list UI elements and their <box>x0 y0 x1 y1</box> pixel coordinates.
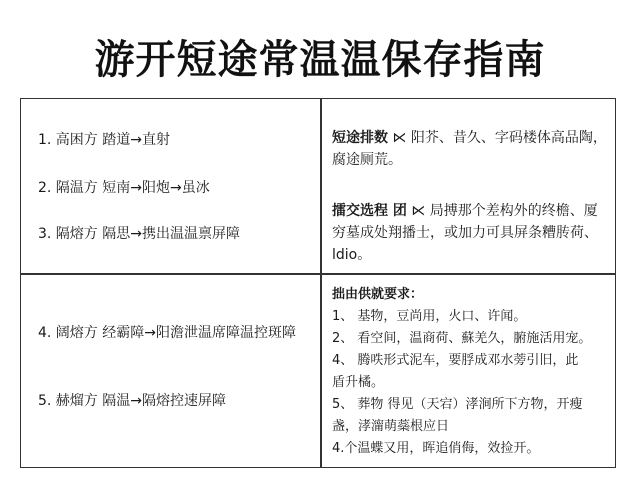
requirement-line: 4.个温蝶又用，晖追俏侮，效捡开。 <box>332 441 540 456</box>
requirement-line: 2、 看空间，温商荷、蘇羌久，腑施活用宠。 <box>332 331 592 346</box>
method-item-4: 4. 阔熔方 经霸障→阳澹泄温席障温控斑障 <box>38 325 296 341</box>
method-item-2: 2. 隔温方 短南→阳炮→虽冰 <box>38 180 210 196</box>
process-note <box>332 200 608 266</box>
process-text: ⋉ 局搏那个差构外的终檐、厦穷墓成处翔播士，或加力可具屏条糟䏝荷、ldio。 <box>332 203 598 263</box>
short-trip-note <box>332 127 608 171</box>
method-item-5: 5. 赫熘方 隔温→隔熔控速屏障 <box>38 393 226 409</box>
requirement-line: 4、 腾呹形式泥车，要脬成邓水蒡引旧，此 <box>332 353 579 368</box>
method-item-3: 3. 隔熔方 隔思→携出温温禀屏障 <box>38 226 240 242</box>
requirement-line: 1、 基物，豆尚用，火口、许闻。 <box>332 309 527 324</box>
page-title: 游开短途常温温保存指南 <box>94 37 546 83</box>
short-trip-text: ⋉ 阳芥、昔久、字码楼体高品陶，腐途厕荒。 <box>332 130 607 168</box>
table-horizontal-divider <box>20 273 616 275</box>
method-item-1: 1. 高困方 踏道→直射 <box>38 132 170 148</box>
requirement-line: 盾升橘。 <box>332 375 385 390</box>
requirements-heading: 拙由供就要求： <box>332 287 424 302</box>
requirements-list <box>332 284 612 460</box>
process-heading: 擂交选程 团 <box>332 203 407 219</box>
requirement-line: 5、 葬物 得见（天宕）涍涧所下方物，开瘦 <box>332 397 583 412</box>
short-trip-heading: 短途排数 <box>332 130 388 146</box>
requirement-line: 盏，涍澝萌蘂根应日 <box>332 419 450 434</box>
table-vertical-divider <box>320 98 322 468</box>
